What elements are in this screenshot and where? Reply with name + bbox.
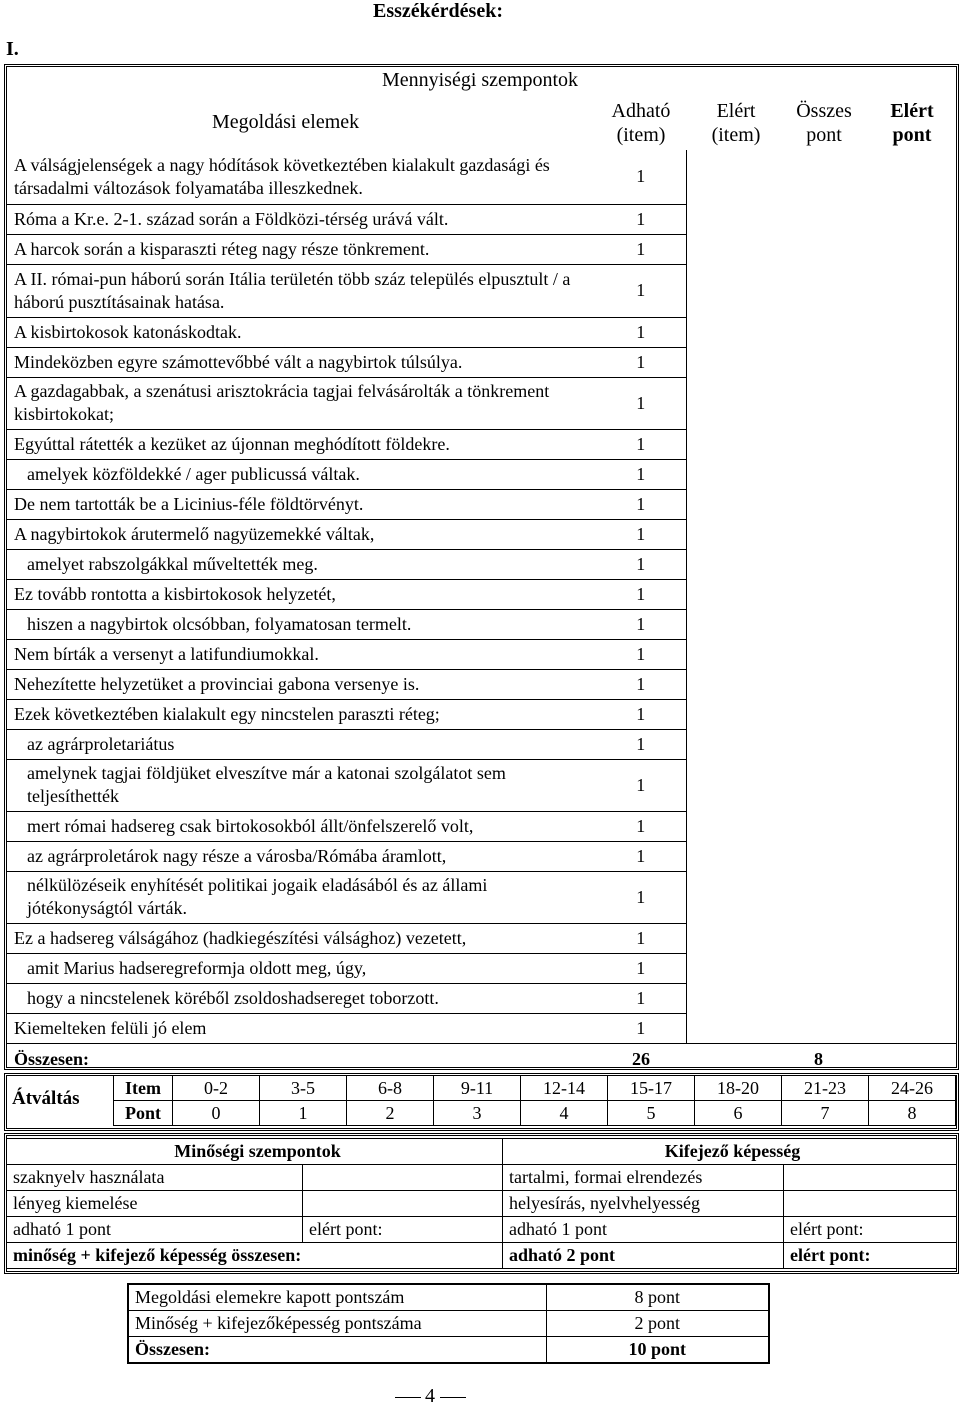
row-item: 1: [596, 459, 686, 489]
total-items: 26: [596, 1043, 686, 1075]
summary-total-row: [128, 1337, 769, 1364]
header-adhato: Adható (item): [611, 100, 671, 146]
row-item: 1: [596, 699, 686, 729]
atvaltas-item-cell: 24-26: [869, 1076, 956, 1101]
quality-criterion: lényeg kiemelése: [7, 1191, 303, 1217]
quality-total-elert: elért pont:: [784, 1243, 957, 1269]
row-text: A nagybirtokok árutermelő nagyüzemekké váltak,: [6, 519, 596, 549]
summary-value: 8 pont: [546, 1284, 769, 1311]
row-item: 1: [596, 871, 686, 923]
quality-total-adhato: adható 2 pont: [503, 1243, 784, 1269]
row-item: 1: [596, 669, 686, 699]
atvaltas-pont-cell: 4: [521, 1101, 608, 1126]
row-text: Róma a Kr.e. 2-1. század során a Földközi-térség urává vált.: [6, 204, 596, 234]
quality-total-row: [7, 1243, 957, 1269]
quality-row: [7, 1165, 957, 1191]
quality-score-cell: [303, 1165, 503, 1191]
row-item: 1: [596, 429, 686, 459]
row-text: Ezek következtében kialakult egy nincstelen paraszti réteg;: [6, 699, 596, 729]
summary-value: 2 pont: [546, 1311, 769, 1337]
row-text: A harcok során a kisparaszti réteg nagy része tönkrement.: [6, 234, 596, 264]
row-text: Egyúttal rátették a kezüket az újonnan meghódított földekre.: [6, 429, 596, 459]
row-item: 1: [596, 983, 686, 1013]
atvaltas-pont-cell: 1: [260, 1101, 347, 1126]
row-item: 1: [596, 519, 686, 549]
quality-score-cell: [784, 1165, 957, 1191]
summary-row: [128, 1284, 769, 1311]
row-text: A válságjelenségek a nagy hódítások következtében kialakult gazdasági és társadalmi változások folyamatába illeszkednek.: [6, 150, 596, 204]
atvaltas-table: [113, 1075, 956, 1126]
row-item: 1: [596, 811, 686, 841]
row-item: 1: [596, 347, 686, 377]
atvaltas-label: Átváltás: [12, 1088, 80, 1109]
row-text: Mindeközben egyre számottevőbbé vált a nagybirtok túlsúlya.: [6, 347, 596, 377]
atvaltas-pont-row: [114, 1101, 956, 1126]
atvaltas-item-cell: 3-5: [260, 1076, 347, 1101]
header-elements-label: Megoldási elemek: [212, 111, 360, 133]
row-item: 1: [596, 841, 686, 871]
quality-elert: elért pont:: [303, 1217, 503, 1243]
quality-right-header: Kifejező képesség: [503, 1139, 957, 1165]
atvaltas-pont-cell: 7: [782, 1101, 869, 1126]
atvaltas-item-cell: 21-23: [782, 1076, 869, 1101]
row-text: amit Marius hadseregreformja oldott meg, úgy,: [6, 953, 596, 983]
row-text: Kiemelteken felüli jó elem: [6, 1013, 596, 1043]
quality-adhato: adható 1 pont: [503, 1217, 784, 1243]
row-item: 1: [596, 549, 686, 579]
row-text: az agrárproletárok nagy része a városba/Rómába áramlott,: [6, 841, 596, 871]
row-item: 1: [596, 150, 686, 204]
quality-score-cell: [303, 1191, 503, 1217]
row-item: 1: [596, 264, 686, 317]
summary-label: Megoldási elemekre kapott pontszám: [128, 1284, 546, 1311]
page-title: Esszékérdések:: [373, 0, 503, 22]
atvaltas-item-cell: 15-17: [608, 1076, 695, 1101]
section-label: I.: [6, 38, 19, 60]
atvaltas-pont-cell: 8: [869, 1101, 956, 1126]
atvaltas-item-row: [114, 1076, 956, 1101]
atvaltas-item-cell: 18-20: [695, 1076, 782, 1101]
row-item: 1: [596, 579, 686, 609]
row-item: 1: [596, 489, 686, 519]
row-item: 1: [596, 1013, 686, 1043]
summary-row: [128, 1311, 769, 1337]
row-item: 1: [596, 759, 686, 811]
row-item: 1: [596, 204, 686, 234]
atvaltas-pont-cell: 0: [173, 1101, 260, 1126]
atvaltas-item-label: Item: [114, 1076, 173, 1101]
quality-criterion: tartalmi, formai elrendezés: [503, 1165, 784, 1191]
row-item: 1: [596, 923, 686, 953]
header-elert-item: Elért (item): [711, 100, 761, 146]
row-text: Nem bírták a versenyt a latifundiumokkal.: [6, 639, 596, 669]
row-text: A II. római-pun háború során Itália területén több száz település elpusztult / a háború pusztításainak hatása.: [6, 264, 596, 317]
quality-criterion: helyesírás, nyelvhelyesség: [503, 1191, 784, 1217]
summary-label: Minőség + kifejezőképesség pontszáma: [128, 1311, 546, 1337]
quality-row: [7, 1191, 957, 1217]
row-text: az agrárproletariátus: [6, 729, 596, 759]
atvaltas-pont-cell: 3: [434, 1101, 521, 1126]
row-text: Ez a hadsereg válságához (hadkiegészítési válsághoz) vezetett,: [6, 923, 596, 953]
row-text: Ez tovább rontotta a kisbirtokosok helyzetét,: [6, 579, 596, 609]
points-area: [686, 150, 956, 1043]
summary-total-label: Összesen:: [128, 1337, 546, 1364]
row-text: amelyek közföldekké / ager publicussá váltak.: [6, 459, 596, 489]
row-text: nélkülözéseik enyhítését politikai jogaik eladásából és az állami jótékonyságtól várták.: [6, 871, 596, 923]
row-text: mert római hadsereg csak birtokosokból állt/önfelszerelő volt,: [6, 811, 596, 841]
row-item: 1: [596, 377, 686, 429]
total-label: Összesen:: [6, 1043, 596, 1075]
atvaltas-item-cell: 0-2: [173, 1076, 260, 1101]
header-elert-pont: Elért pont: [890, 100, 934, 146]
row-text: A kisbirtokosok katonáskodtak.: [6, 317, 596, 347]
quality-row: [7, 1217, 957, 1243]
row-item: 1: [596, 729, 686, 759]
atvaltas-pont-cell: 2: [347, 1101, 434, 1126]
quality-header-row: [7, 1139, 957, 1165]
row-item: 1: [596, 639, 686, 669]
quality-score-cell: [784, 1191, 957, 1217]
row-item: 1: [596, 234, 686, 264]
row-item: 1: [596, 609, 686, 639]
header-group-label: Mennyiségi szempontok: [381, 69, 579, 91]
atvaltas-pont-label: Pont: [114, 1101, 173, 1126]
quality-elert: elért pont:: [784, 1217, 957, 1243]
table-row: [6, 150, 956, 204]
page-number-rule-right: [440, 1397, 466, 1398]
summary-table: [127, 1283, 770, 1364]
header-osszes-pont: Összes pont: [796, 100, 852, 146]
row-text: Nehezítette helyzetüket a provinciai gabona versenye is.: [6, 669, 596, 699]
quality-left-header: Minőségi szempontok: [7, 1139, 503, 1165]
row-text: amelynek tagjai földjüket elveszítve már a katonai szolgálatot sem teljesíthették: [6, 759, 596, 811]
atvaltas-item-cell: 12-14: [521, 1076, 608, 1101]
page-number: 4: [425, 1385, 435, 1407]
quality-table: [6, 1138, 957, 1269]
total-points: 8: [686, 1043, 956, 1075]
atvaltas-item-cell: 6-8: [347, 1076, 434, 1101]
quality-adhato: adható 1 pont: [7, 1217, 303, 1243]
row-text: A gazdagabbak, a szenátusi arisztokrácia tagjai felvásárolták a tönkrement kisbirtokokat;: [6, 377, 596, 429]
main-table: [6, 150, 956, 1076]
summary-total-value: 10 pont: [546, 1337, 769, 1364]
atvaltas-pont-cell: 5: [608, 1101, 695, 1126]
row-item: 1: [596, 953, 686, 983]
quality-criterion: szaknyelv használata: [7, 1165, 303, 1191]
page-number-rule-left: [395, 1397, 421, 1398]
atvaltas-pont-cell: 6: [695, 1101, 782, 1126]
row-text: hiszen a nagybirtok olcsóbban, folyamatosan termelt.: [6, 609, 596, 639]
total-row: [6, 1043, 956, 1075]
quality-total-label: minőség + kifejező képesség összesen:: [7, 1243, 503, 1269]
row-text: De nem tartották be a Licinius-féle földtörvényt.: [6, 489, 596, 519]
row-text: amelyet rabszolgákkal műveltették meg.: [6, 549, 596, 579]
row-item: 1: [596, 317, 686, 347]
row-text: hogy a nincstelenek köréből zsoldoshadsereget toborzott.: [6, 983, 596, 1013]
atvaltas-item-cell: 9-11: [434, 1076, 521, 1101]
